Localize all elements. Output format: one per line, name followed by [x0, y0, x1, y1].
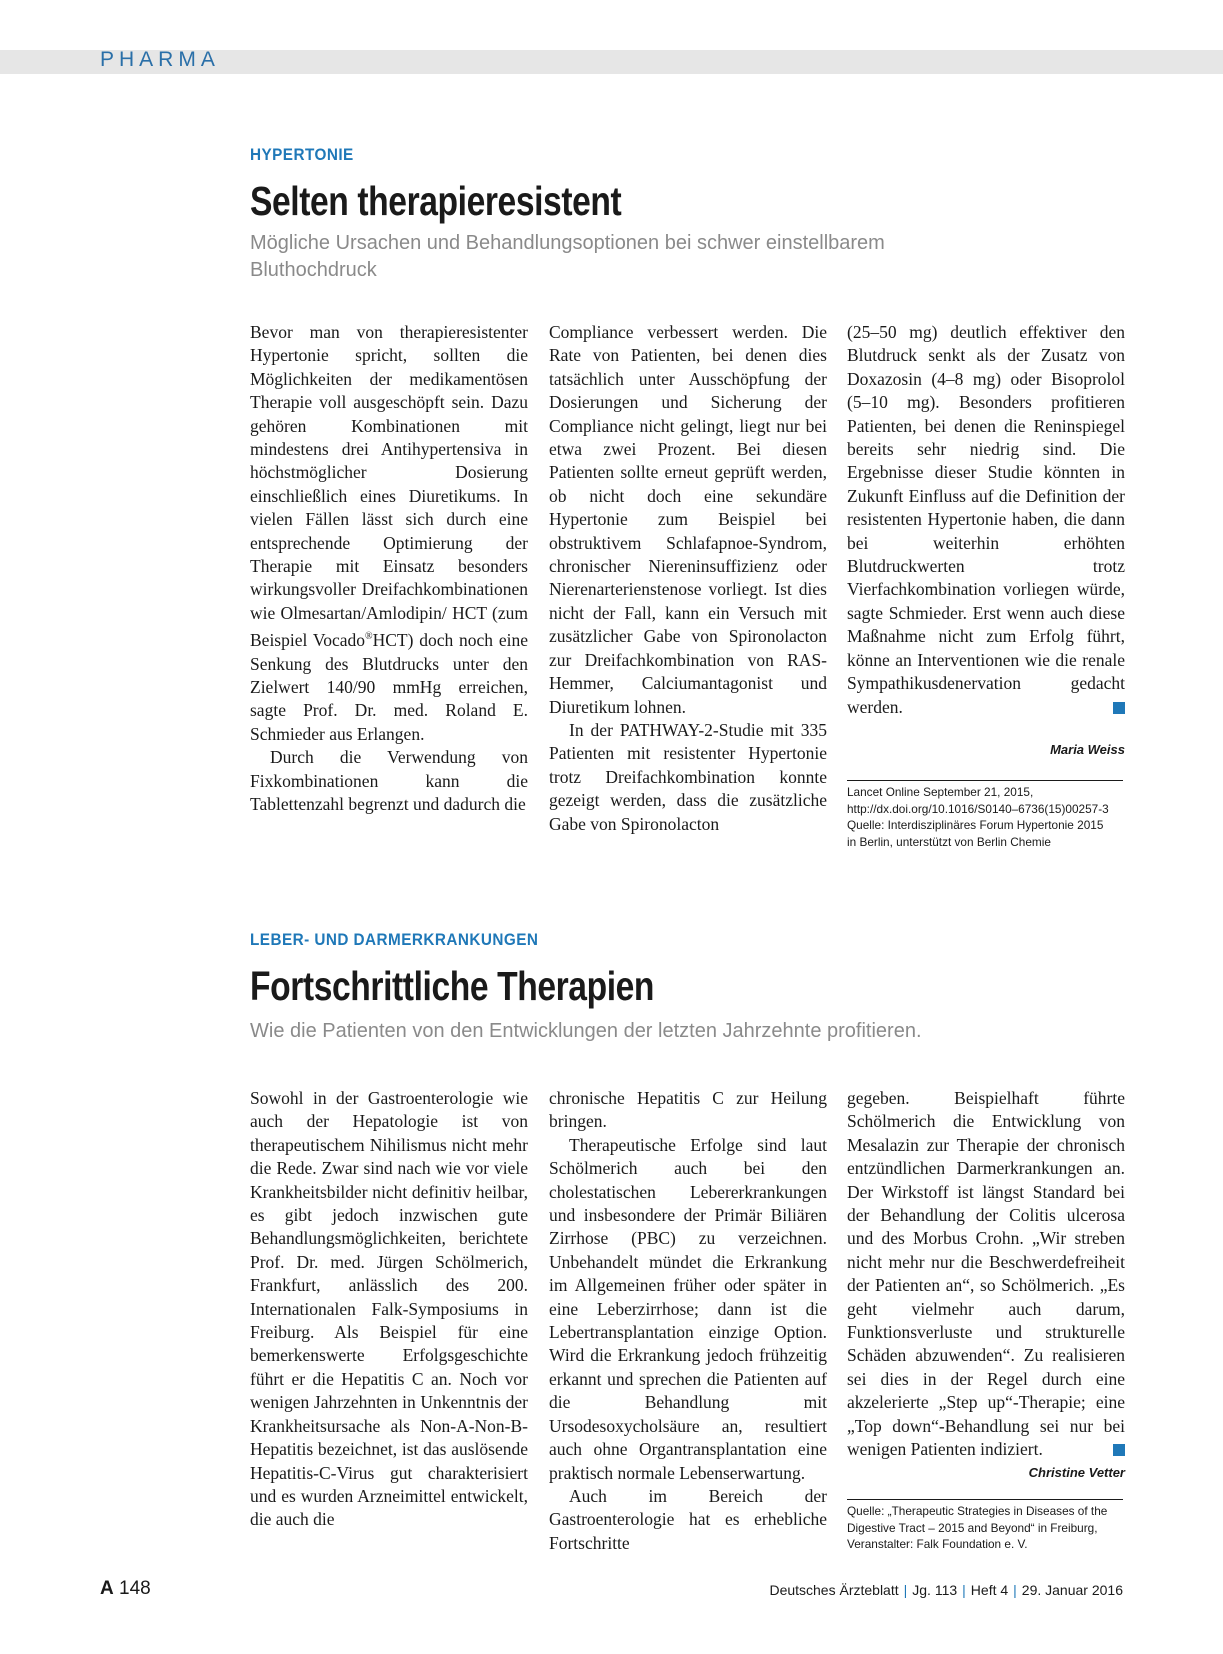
article1-column-1 [250, 321, 528, 816]
article1-column-3 [847, 321, 1125, 719]
article2-column-1 [250, 1087, 528, 1532]
paragraph: chronische Hepatitis C zur Heilung bringen. [549, 1088, 827, 1132]
article2-headline: Fortschrittliche Therapien [250, 963, 655, 1009]
article1-subline: Mögliche Ursachen und Behandlungsoptionen bei schwer einstellbarem Bluthochdruck [250, 232, 885, 281]
journal-name: Deutsches Ärzteblatt [769, 1582, 899, 1598]
end-mark-icon [1113, 1444, 1125, 1456]
paragraph: Sowohl in der Gastroenterologie wie auch der Hepatologie ist von therapeutischem Nihilismus nicht mehr die Rede. Zwar sind nach wie vor viele Krankheitsbilder nicht definitiv heilbar, es gibt jedoch inzwischen gute Behandlungsmöglichkeiten, berichtete Prof. Dr. med. Jürgen Schölmerich, Frankfurt, anlässlich des 200. Internationalen Falk-Symposiums in Freiburg. Als Beispiel für eine bemerkenswerte Erfolgsgeschichte führt er die Hepatitis C an. Noch vor wenigen Jahrzehnten in Unkenntnis der Krankheitsursache als Non-A-Non-B-Hepatitis bezeichnet, ist das auslösende Hepatitis-C-Virus gut charakterisiert und es wurden Arzneimittel entwickelt, die auch die [250, 1088, 528, 1530]
article2-author: Christine Vetter [1028, 1465, 1125, 1480]
paragraph: Auch im Bereich der Gastroenterologie hat es erhebliche Fortschritte [549, 1485, 827, 1553]
paragraph: Therapeutische Erfolge sind laut Schölmerich auch bei den cholestatischen Lebererkrankungen und insbesondere der Primär Biliären Zirrhose (PBC) zu verzeichnen. Unbehandelt mündet die Erkrankung im Allgemeinen früher oder später in eine Leberzirrhose; dann ist die Lebertransplantation einzige Option. Wird die Erkrankung jedoch frühzeitig erkannt und sprechen die Patienten auf die Behandlung mit Ursodesoxycholsäure an, resultiert auch ohne Organtransplantation eine praktisch normale Lebenserwartung. [549, 1134, 827, 1483]
source-line: Digestive Tract – 2015 and Beyond“ in Freiburg, [847, 1520, 1098, 1535]
date: 29. Januar 2016 [1021, 1582, 1123, 1598]
footer-citation: Deutsches Ärzteblatt | Jg. 113 | Heft 4 | 29. Januar 2016 [769, 1582, 1123, 1598]
source-line: Quelle: „Therapeutic Strategies in Diseases of the [847, 1504, 1108, 1518]
issue: Heft 4 [970, 1582, 1009, 1598]
paragraph: Bevor man von therapieresistenter Hypertonie spricht, sollten die Möglichkeiten der medikamentösen Therapie voll ausgeschöpft sein. Dazu gehören Kombinationen mit mindestens drei Antihypertensiva in höchstmöglicher Dosierung einschließlich eines Diuretikums. In vielen Fällen lässt sich durch eine entsprechende Optimierung der Therapie mit Einsatz besonders wirkungsvoller Dreifachkombinationen wie Olmesartan/Amlodipin/ HCT (zum Beispiel Vocado®HCT) doch noch eine Senkung des Blutdrucks unter den Zielwert 140/90 mmHg erreichen, sagte Prof. Dr. med. Roland E. Schmieder aus Erlangen. [250, 322, 528, 744]
paragraph: Durch die Verwendung von Fixkombinationen kann die Tablettenzahl begrenzt und dadurch die [250, 747, 528, 814]
article1-author: Maria Weiss [1050, 742, 1125, 757]
article2-source [847, 1503, 1137, 1553]
volume: Jg. 113 [912, 1582, 958, 1598]
source-line: Quelle: Interdisziplinäres Forum Hypertonie 2015 [847, 818, 1104, 832]
source-line: http://dx.doi.org/10.1016/S0140–6736(15)00257-3 [847, 801, 1109, 816]
article1-headline: Selten therapieresistent [250, 178, 622, 224]
section-label: PHARMA [100, 48, 220, 71]
source-divider [847, 1499, 1123, 1500]
source-line: in Berlin, unterstützt von Berlin Chemie [847, 834, 1051, 849]
article2-subline: Wie die Patienten von den Entwicklungen der letzten Jahrzehnte profitieren. [250, 1020, 922, 1042]
article2-column-2 [549, 1087, 827, 1555]
source-divider [847, 780, 1123, 781]
article2-column-3 [847, 1087, 1125, 1462]
source-line: Veranstalter: Falk Foundation e. V. [847, 1537, 1028, 1551]
paragraph: In der PATHWAY-2-Studie mit 335 Patienten mit resistenter Hypertonie trotz Dreifachkombination konnte gezeigt werden, dass die zusätzliche Gabe von Spironolacton [549, 719, 827, 834]
article1-kicker: HYPERTONIE [250, 145, 354, 164]
paragraph: Compliance verbessert werden. Die Rate von Patienten, bei denen dies tatsächlich unter Ausschöpfung der Dosierungen und Sicherung der Compliance nicht gelingt, liegt nur bei etwa zwei Prozent. Bei diesen Patienten sollte erneut geprüft werden, ob nicht doch eine sekundäre Hypertonie zum Beispiel bei obstruktivem Schlafapnoe-Syndrom, chronischer Niereninsuffizienz oder Nierenarterienstenose vorliegt. Ist dies nicht der Fall, kann ein Versuch mit zusätzlicher Gabe von Spironolacton zur Dreifachkombination von RAS-Hemmer, Calciumantagonist und Diuretikum lohnen. [549, 322, 827, 717]
article1-column-2 [549, 321, 827, 836]
end-mark-icon [1113, 702, 1125, 714]
page-number: A 148 [100, 1578, 151, 1599]
article2-kicker: LEBER- UND DARMERKRANKUNGEN [250, 930, 539, 949]
source-line: Lancet Online September 21, 2015, [847, 785, 1034, 799]
paragraph: (25–50 mg) deutlich effektiver den Blutdruck senkt als der Zusatz von Doxazosin (4–8 mg) oder Bisoprolol (5–10 mg). Besonders profitieren Patienten, bei denen die Reninspiegel bereits sehr niedrig sind. Die Ergebnisse dieser Studie könnten in Zukunft Einfluss auf die Definition der resistenten Hypertonie haben, die dann bei weiterhin erhöhten Blutdruckwerten trotz Vierfachkombination vorliegen würde, sagte Schmieder. Erst wenn auch diese Maßnahme nicht zum Erfolg führt, könne an Interventionen wie die renale Sympathikusdenervation gedacht werden. [847, 322, 1125, 717]
article1-source [847, 784, 1137, 850]
paragraph: gegeben. Beispielhaft führte Schölmerich die Entwicklung von Mesalazin zur Therapie der chronisch entzündlichen Darmerkrankungen an. Der Wirkstoff ist längst Standard bei der Behandlung der Colitis ulcerosa und des Morbus Crohn. „Wir streben nicht mehr nur die Beschwerdefreiheit der Patienten an“, so Schölmerich. „Es geht vielmehr auch darum, Funktionsverluste und strukturelle Schäden abzuwenden“. Zu realisieren sei dies in der Regel durch eine akzelerierte „Step up“-Therapie; eine „Top down“-Behandlung sei nur bei wenigen Patienten indiziert. [847, 1088, 1125, 1460]
